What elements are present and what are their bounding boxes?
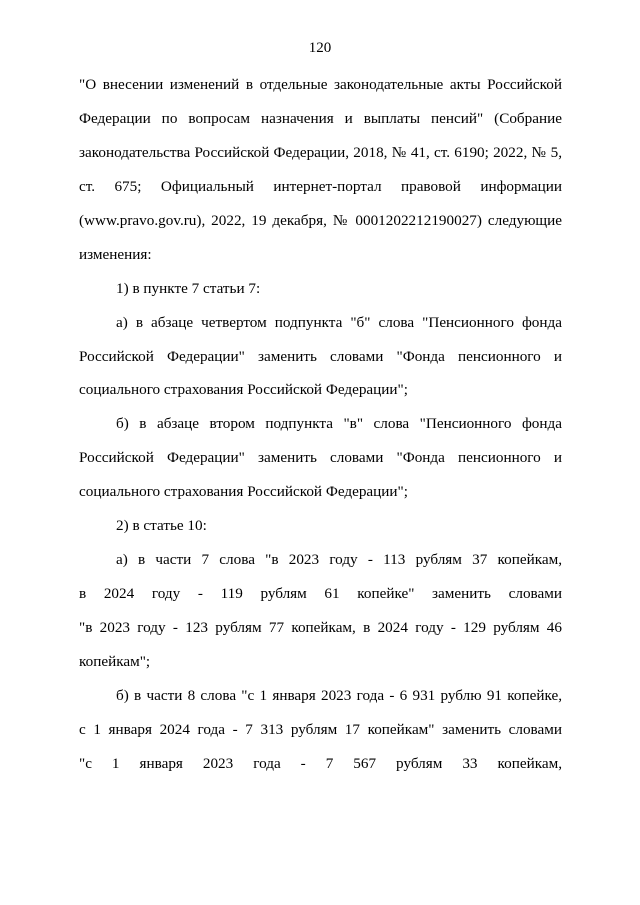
document-body (79, 68, 562, 781)
page-number: 120 (308, 40, 332, 56)
text-line: копейкам"; (79, 652, 151, 670)
text-line: в 2024 году - 119 рублям 61 копейке" заменить словами (79, 585, 562, 603)
text-line: социального страхования Российской Федерации"; (79, 483, 408, 501)
text-line: изменения: (79, 245, 152, 263)
text-line: Федерации по вопросам назначения и выплаты пенсий" (Собрание (79, 109, 562, 127)
text-line: (www.pravo.gov.ru), 2022, 19 декабря, № 0001202212190027) следующие (79, 211, 562, 229)
text-line: социального страхования Российской Федерации"; (79, 381, 408, 399)
text-line: б) в абзаце втором подпункта "в" слова "Пенсионного фонда (116, 415, 562, 433)
text-line: б) в части 8 слова "с 1 января 2023 года - 6 931 рублю 91 копейке, (116, 686, 562, 704)
text-line: а) в части 7 слова "в 2023 году - 113 рублям 37 копейкам, (116, 551, 562, 569)
text-line: 1) в пункте 7 статьи 7: (116, 279, 261, 297)
text-line: "О внесении изменений в отдельные законодательные акты Российской (79, 76, 562, 93)
text-line: 2) в статье 10: (116, 517, 207, 535)
text-line: а) в абзаце четвертом подпункта "б" слова "Пенсионного фонда (116, 313, 562, 331)
text-line: Российской Федерации" заменить словами "Фонда пенсионного и (79, 347, 562, 365)
text-line: "в 2023 году - 123 рублям 77 копейкам, в 2024 году - 129 рублям 46 (79, 619, 562, 636)
text-line: Российской Федерации" заменить словами "Фонда пенсионного и (79, 449, 562, 467)
text-line: ст. 675; Официальный интернет-портал правовой информации (79, 177, 562, 195)
text-line: с 1 января 2024 года - 7 313 рублям 17 копейкам" заменить словами (79, 720, 562, 738)
text-line: законодательства Российской Федерации, 2018, № 41, ст. 6190; 2022, № 5, (79, 143, 562, 161)
text-line: "с 1 января 2023 года - 7 567 рублям 33 копейкам, (79, 754, 562, 772)
